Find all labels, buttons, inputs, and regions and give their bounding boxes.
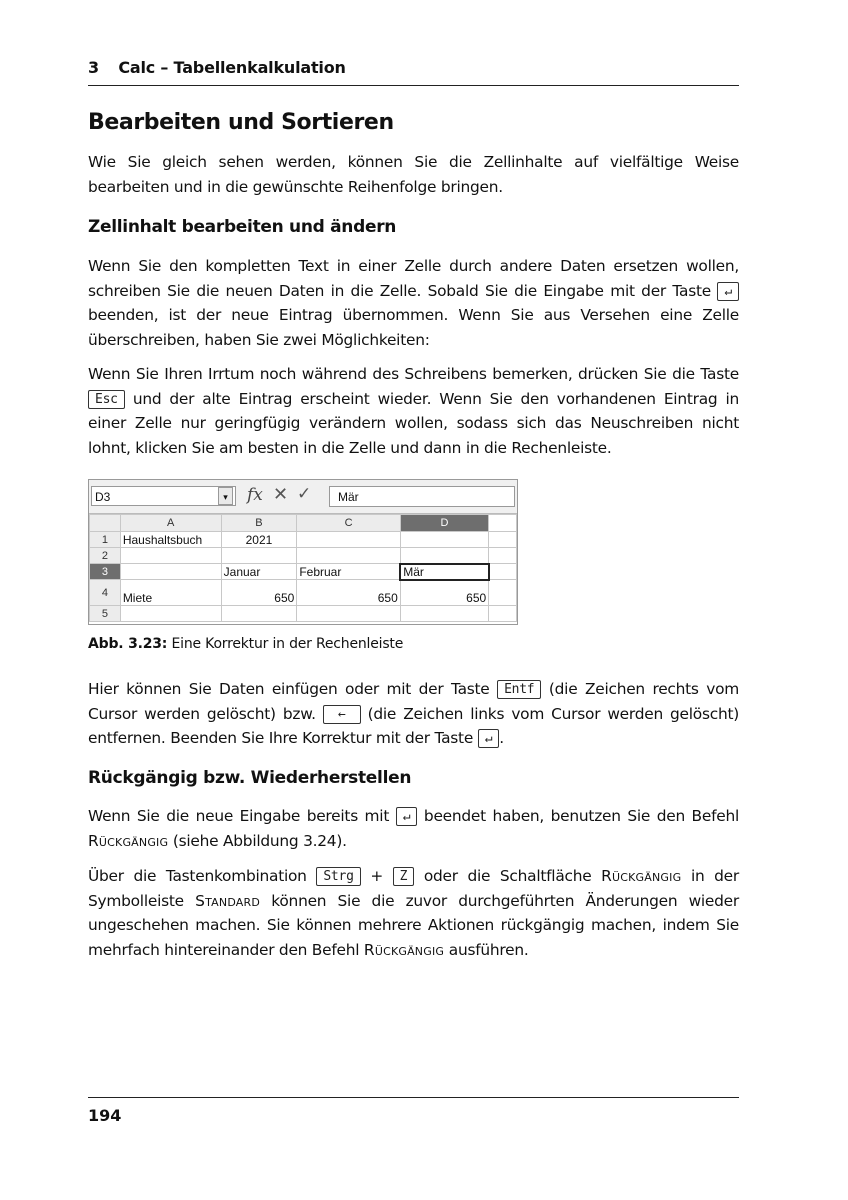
enter-key-icon: ↵ — [396, 807, 418, 826]
toolbar-standard: Standard — [195, 891, 261, 910]
row-header-3[interactable]: 3 — [90, 564, 121, 580]
cell-c4[interactable]: 650 — [297, 580, 400, 606]
text-run: Wenn Sie die neue Eingabe bereits mit — [88, 807, 390, 825]
header-rule — [88, 85, 739, 86]
cell-a3[interactable] — [120, 564, 221, 580]
function-wizard-icon[interactable]: fx — [247, 485, 263, 505]
formula-input[interactable]: Mär — [329, 486, 515, 507]
caption-text: Eine Korrektur in der Rechenleiste — [171, 636, 404, 652]
subsection-title-undo: Rückgängig bzw. Wiederherstellen — [88, 768, 412, 788]
running-header — [88, 58, 346, 77]
paragraph-undo-2 — [88, 864, 739, 962]
cell-e3 — [489, 564, 517, 580]
cell-d3[interactable]: Mär — [400, 564, 488, 580]
chapter-title: Calc – Tabellenkalkulation — [118, 58, 346, 77]
cell-a5[interactable] — [120, 606, 221, 622]
z-key-icon: Z — [393, 867, 415, 886]
paragraph-edit-2 — [88, 362, 739, 460]
enter-key-icon: ↵ — [478, 729, 500, 748]
command-undo: Rückgängig — [601, 867, 682, 885]
column-header-b[interactable]: B — [221, 515, 297, 532]
formula-bar — [89, 480, 517, 514]
column-header-c[interactable]: C — [297, 515, 400, 532]
enter-key-icon: ↵ — [717, 282, 739, 301]
delete-key-icon: Entf — [497, 680, 541, 699]
footer-rule — [88, 1097, 739, 1098]
text-run: beendet haben, benutzen Sie den Befehl — [423, 807, 739, 825]
cell-c2[interactable] — [297, 548, 400, 564]
cell-a4[interactable]: Miete — [120, 580, 221, 606]
paragraph-undo-1 — [88, 804, 739, 853]
cell-a1[interactable]: Haushaltsbuch — [120, 532, 221, 548]
text-run: (die Zeichen rechts vom Cursor werden gelöscht) bzw. — [88, 680, 739, 723]
text-run: . — [499, 729, 504, 747]
cell-e2 — [489, 548, 517, 564]
cell-b4[interactable]: 650 — [221, 580, 297, 606]
text-run: und der alte Eintrag erscheint wieder. Wenn Sie den vorhandenen Eintrag in einer Zelle nur geringfügig verändern wollen, sodass sich das Neuschreiben nicht lohnt, klicken Sie am besten in die Zelle und dann in die Rechenleiste. — [88, 389, 739, 457]
cancel-icon[interactable]: ✕ — [273, 484, 289, 504]
column-header-empty — [489, 515, 517, 532]
row-header-2[interactable]: 2 — [90, 548, 121, 564]
chapter-number: 3 — [88, 58, 99, 77]
text-run: können Sie die zuvor durchgeführten Änderungen wieder ungeschehen machen. Sie können mehrere Aktionen rückgängig machen, indem Sie mehrfach hintereinander den Befehl — [88, 891, 739, 959]
cell-c5[interactable] — [297, 606, 400, 622]
cell-a2[interactable] — [120, 548, 221, 564]
row-header-1[interactable]: 1 — [90, 532, 121, 548]
command-undo: Rückgängig — [363, 940, 445, 959]
cell-d2[interactable] — [400, 548, 488, 564]
column-header-a[interactable]: A — [120, 515, 221, 532]
cell-d4[interactable]: 650 — [400, 580, 488, 606]
accept-icon[interactable]: ✓ — [297, 484, 312, 503]
column-header-d[interactable]: D — [400, 515, 488, 532]
text-run: Wenn Sie Ihren Irrtum noch während des Schreibens bemerken, drücken Sie die Taste — [88, 365, 739, 383]
paragraph-correction — [88, 677, 739, 751]
spreadsheet-grid — [89, 514, 517, 622]
corner-cell[interactable] — [90, 515, 121, 532]
cell-b3[interactable]: Januar — [221, 564, 297, 580]
name-box[interactable]: D3 — [91, 486, 236, 506]
cell-e1 — [489, 532, 517, 548]
cell-e4 — [489, 580, 517, 606]
backspace-key-icon: ← — [323, 705, 361, 724]
cell-d1[interactable] — [400, 532, 488, 548]
chevron-down-icon[interactable]: ▾ — [218, 487, 233, 505]
paragraph-edit-1 — [88, 254, 739, 352]
section-title: Bearbeiten und Sortieren — [88, 110, 394, 135]
text-run: + — [370, 867, 383, 885]
text-run: ausführen. — [448, 940, 529, 959]
cell-c1[interactable] — [297, 532, 400, 548]
text-run: Hier können Sie Daten einfügen oder mit der Taste — [88, 680, 490, 698]
text-run: (die Zeichen links vom Cursor werden gelöscht) entfernen. Beenden Sie Ihre Korrektur mit der Taste — [88, 704, 739, 747]
subsection-title-edit: Zellinhalt bearbeiten und ändern — [88, 217, 397, 237]
calc-screenshot-figure — [88, 479, 518, 625]
text-run: beenden, ist der neue Eintrag übernommen. Wenn Sie aus Versehen eine Zelle überschreiben, haben Sie zwei Möglichkeiten: — [88, 306, 739, 349]
page-number: 194 — [88, 1106, 122, 1125]
intro-paragraph: Wie Sie gleich sehen werden, können Sie die Zellinhalte auf vielfältige Weise bearbeiten und in die gewünschte Reihenfolge bringen. — [88, 153, 739, 196]
cell-c3[interactable]: Februar — [297, 564, 400, 580]
text-run: oder die Schaltfläche — [423, 867, 592, 885]
text-run: (siehe Abbildung 3.24). — [172, 831, 347, 850]
cell-b2[interactable] — [221, 548, 297, 564]
command-undo: Rückgängig — [88, 831, 169, 850]
text-run: Wenn Sie den kompletten Text in einer Zelle durch andere Daten ersetzen wollen, schreiben Sie die neuen Daten in die Zelle. Sobald Sie die Eingabe mit der Taste — [88, 257, 739, 300]
row-header-4[interactable]: 4 — [90, 580, 121, 606]
cell-e5 — [489, 606, 517, 622]
row-header-5[interactable]: 5 — [90, 606, 121, 622]
text-run: in der Symbolleiste — [88, 867, 739, 910]
figure-caption — [88, 636, 403, 652]
esc-key-icon: Esc — [88, 390, 125, 409]
cell-b1[interactable]: 2021 — [221, 532, 297, 548]
ctrl-key-icon: Strg — [316, 867, 360, 886]
cell-d5[interactable] — [400, 606, 488, 622]
cell-b5[interactable] — [221, 606, 297, 622]
text-run: Über die Tastenkombination — [88, 867, 307, 885]
caption-label: Abb. 3.23: — [88, 636, 168, 652]
